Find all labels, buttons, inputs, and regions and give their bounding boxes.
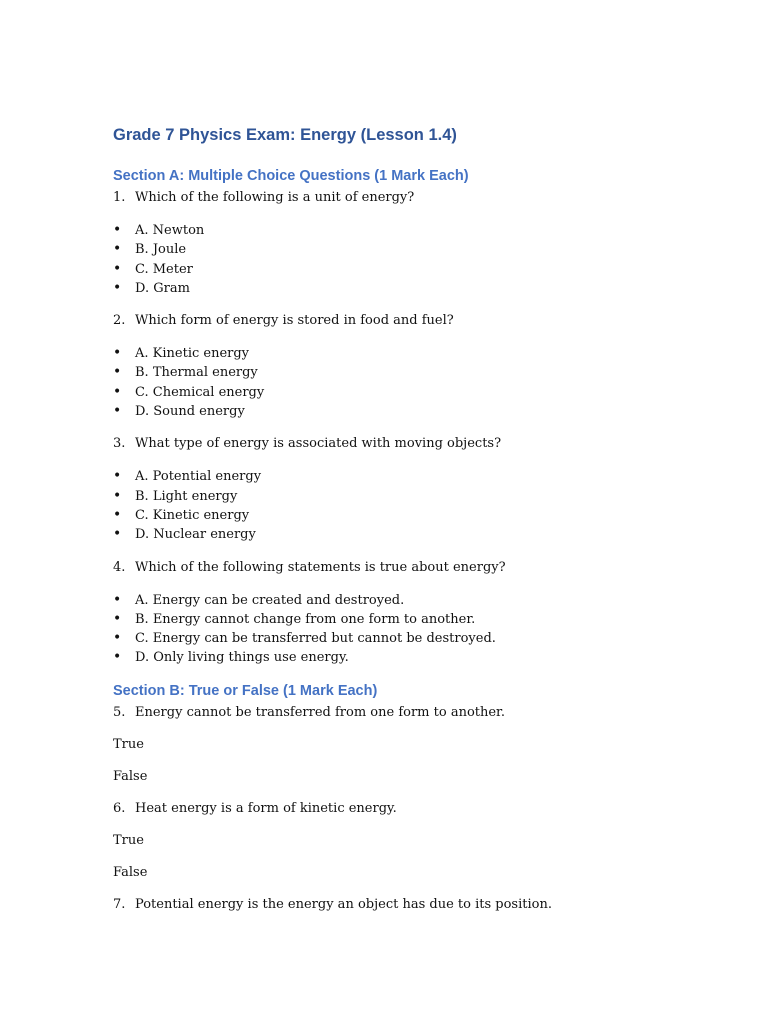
- question-3: [113, 435, 713, 453]
- option-text: C. Chemical energy: [135, 384, 265, 400]
- false-option: False: [113, 864, 148, 880]
- question-2: [113, 312, 713, 330]
- bullet-icon: •: [113, 403, 122, 420]
- option-item: [113, 221, 713, 240]
- false-option: False: [113, 768, 148, 784]
- question-text: Heat energy is a form of kinetic energy.: [135, 800, 397, 816]
- question-number: 3.: [113, 436, 126, 452]
- bullet-icon: •: [113, 260, 122, 277]
- page-title: Grade 7 Physics Exam: Energy (Lesson 1.4): [113, 126, 457, 144]
- question-number: 4.: [113, 559, 126, 575]
- option-text: D. Only living things use energy.: [135, 650, 349, 666]
- option-item: [113, 610, 713, 629]
- option-item: [113, 525, 713, 544]
- bullet-icon: •: [113, 364, 122, 381]
- option-item: [113, 279, 713, 298]
- section-a-heading: Section A: Multiple Choice Questions (1 Mark Each): [113, 168, 469, 184]
- option-item: [113, 591, 713, 610]
- question-number: 1.: [113, 190, 126, 205]
- option-item: [113, 260, 713, 279]
- question-text: Which form of energy is stored in food and fuel?: [135, 313, 454, 329]
- bullet-icon: •: [113, 630, 122, 647]
- option-item: [113, 629, 713, 648]
- question-text: Energy cannot be transferred from one form to another.: [135, 704, 505, 720]
- option-item: [113, 487, 713, 506]
- option-text: C. Kinetic energy: [135, 507, 250, 523]
- bullet-icon: •: [113, 383, 122, 400]
- option-text: C. Meter: [135, 261, 193, 277]
- option-text: B. Thermal energy: [135, 365, 258, 381]
- option-text: A. Energy can be created and destroyed.: [135, 592, 405, 608]
- bullet-icon: •: [113, 649, 122, 666]
- option-text: B. Energy cannot change from one form to another.: [135, 611, 476, 627]
- bullet-icon: •: [113, 279, 122, 296]
- question-text: Which of the following statements is true about energy?: [135, 559, 506, 575]
- option-item: [113, 467, 713, 486]
- bullet-icon: •: [113, 591, 122, 608]
- option-item: [113, 240, 713, 259]
- option-text: D. Sound energy: [135, 404, 245, 420]
- option-text: D. Gram: [135, 280, 190, 296]
- option-item: [113, 648, 713, 667]
- question-number: 7.: [113, 896, 126, 912]
- question-text: Potential energy is the energy an object has due to its position.: [135, 896, 552, 912]
- true-option: True: [113, 832, 144, 848]
- exam-page: [113, 124, 713, 928]
- question-text: Which of the following is a unit of energy?: [135, 190, 415, 205]
- option-item: [113, 363, 713, 382]
- question-4-options: [113, 591, 713, 668]
- option-text: A. Potential energy: [135, 469, 262, 485]
- question-number: 5.: [113, 704, 126, 720]
- question-1-options: [113, 221, 713, 298]
- question-1: [113, 189, 713, 207]
- option-text: B. Joule: [135, 242, 187, 258]
- option-item: [113, 506, 713, 525]
- question-3-options: [113, 467, 713, 544]
- option-text: B. Light energy: [135, 488, 238, 504]
- question-2-options: [113, 344, 713, 421]
- bullet-icon: •: [113, 345, 122, 362]
- option-text: D. Nuclear energy: [135, 527, 256, 543]
- option-text: C. Energy can be transferred but cannot be destroyed.: [135, 631, 496, 647]
- option-text: A. Newton: [135, 223, 205, 238]
- question-6: [113, 800, 713, 818]
- bullet-icon: •: [113, 506, 122, 523]
- bullet-icon: •: [113, 610, 122, 627]
- bullet-icon: •: [113, 526, 122, 543]
- true-option: True: [113, 736, 144, 752]
- question-4: [113, 559, 713, 577]
- bullet-icon: •: [113, 468, 122, 485]
- option-item: [113, 344, 713, 363]
- question-number: 6.: [113, 800, 126, 816]
- option-item: [113, 402, 713, 421]
- option-item: [113, 383, 713, 402]
- question-5: [113, 704, 713, 722]
- bullet-icon: •: [113, 241, 122, 258]
- bullet-icon: •: [113, 487, 122, 504]
- question-text: What type of energy is associated with moving objects?: [135, 436, 502, 452]
- bullet-icon: •: [113, 222, 122, 238]
- question-number: 2.: [113, 313, 126, 329]
- section-b-heading: Section B: True or False (1 Mark Each): [113, 682, 378, 699]
- option-text: A. Kinetic energy: [135, 346, 250, 362]
- question-7: [113, 896, 713, 914]
